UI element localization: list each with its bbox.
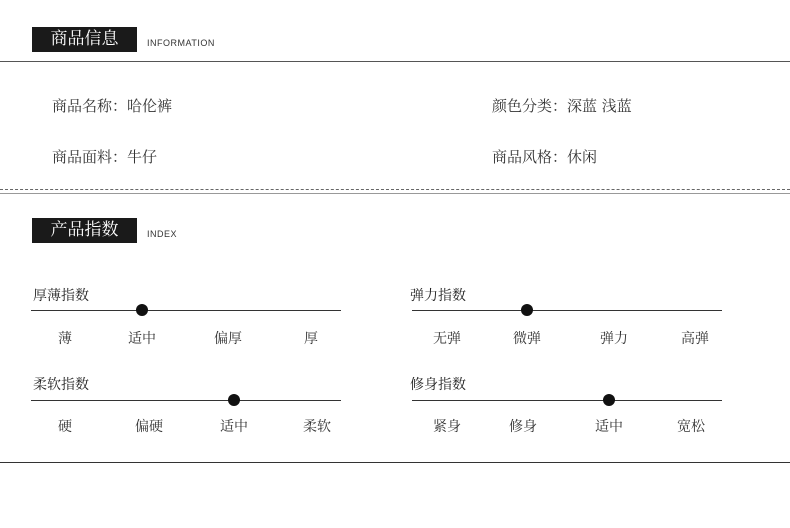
info-section-subtitle: INFORMATION <box>147 38 215 48</box>
softness-option: 适中 <box>220 419 248 435</box>
fit-option: 适中 <box>595 419 623 435</box>
style-field: 商品风格：休闲 <box>492 148 598 166</box>
fit-option: 修身 <box>509 419 537 435</box>
softness-indicator <box>228 394 240 406</box>
elasticity-option: 无弹 <box>433 331 461 347</box>
thickness-option: 适中 <box>128 331 156 347</box>
elasticity-indicator <box>521 304 533 316</box>
softness-option: 偏硬 <box>135 419 163 435</box>
thin-divider <box>0 193 790 194</box>
softness-option: 硬 <box>58 419 72 435</box>
elasticity-index-label: 弹力指数 <box>410 288 466 304</box>
softness-index-label: 柔软指数 <box>33 377 89 393</box>
index-section-subtitle: INDEX <box>147 229 178 239</box>
thickness-track <box>31 310 341 311</box>
thickness-option: 偏厚 <box>214 331 242 347</box>
fit-index-label: 修身指数 <box>410 377 466 393</box>
info-top-rule <box>0 61 790 62</box>
elasticity-option: 弹力 <box>600 331 628 347</box>
dashed-divider <box>0 189 790 190</box>
color-category-field: 颜色分类：深蓝 浅蓝 <box>492 97 632 115</box>
fit-option: 宽松 <box>677 419 705 435</box>
bottom-rule <box>0 462 790 463</box>
info-section-title: 商品信息 <box>32 27 137 52</box>
elasticity-track <box>412 310 722 311</box>
thickness-option: 厚 <box>304 331 318 347</box>
softness-track <box>31 400 341 401</box>
softness-option: 柔软 <box>303 419 331 435</box>
thickness-index-label: 厚薄指数 <box>33 288 89 304</box>
thickness-indicator <box>136 304 148 316</box>
fit-indicator <box>603 394 615 406</box>
fit-option: 紧身 <box>433 419 461 435</box>
thickness-option: 薄 <box>58 331 72 347</box>
fabric-field: 商品面料：牛仔 <box>52 148 158 166</box>
elasticity-option: 微弹 <box>513 331 541 347</box>
index-section-title: 产品指数 <box>32 218 137 243</box>
elasticity-option: 高弹 <box>681 331 709 347</box>
product-name-field: 商品名称：哈伦裤 <box>52 97 173 115</box>
fit-track <box>412 400 722 401</box>
